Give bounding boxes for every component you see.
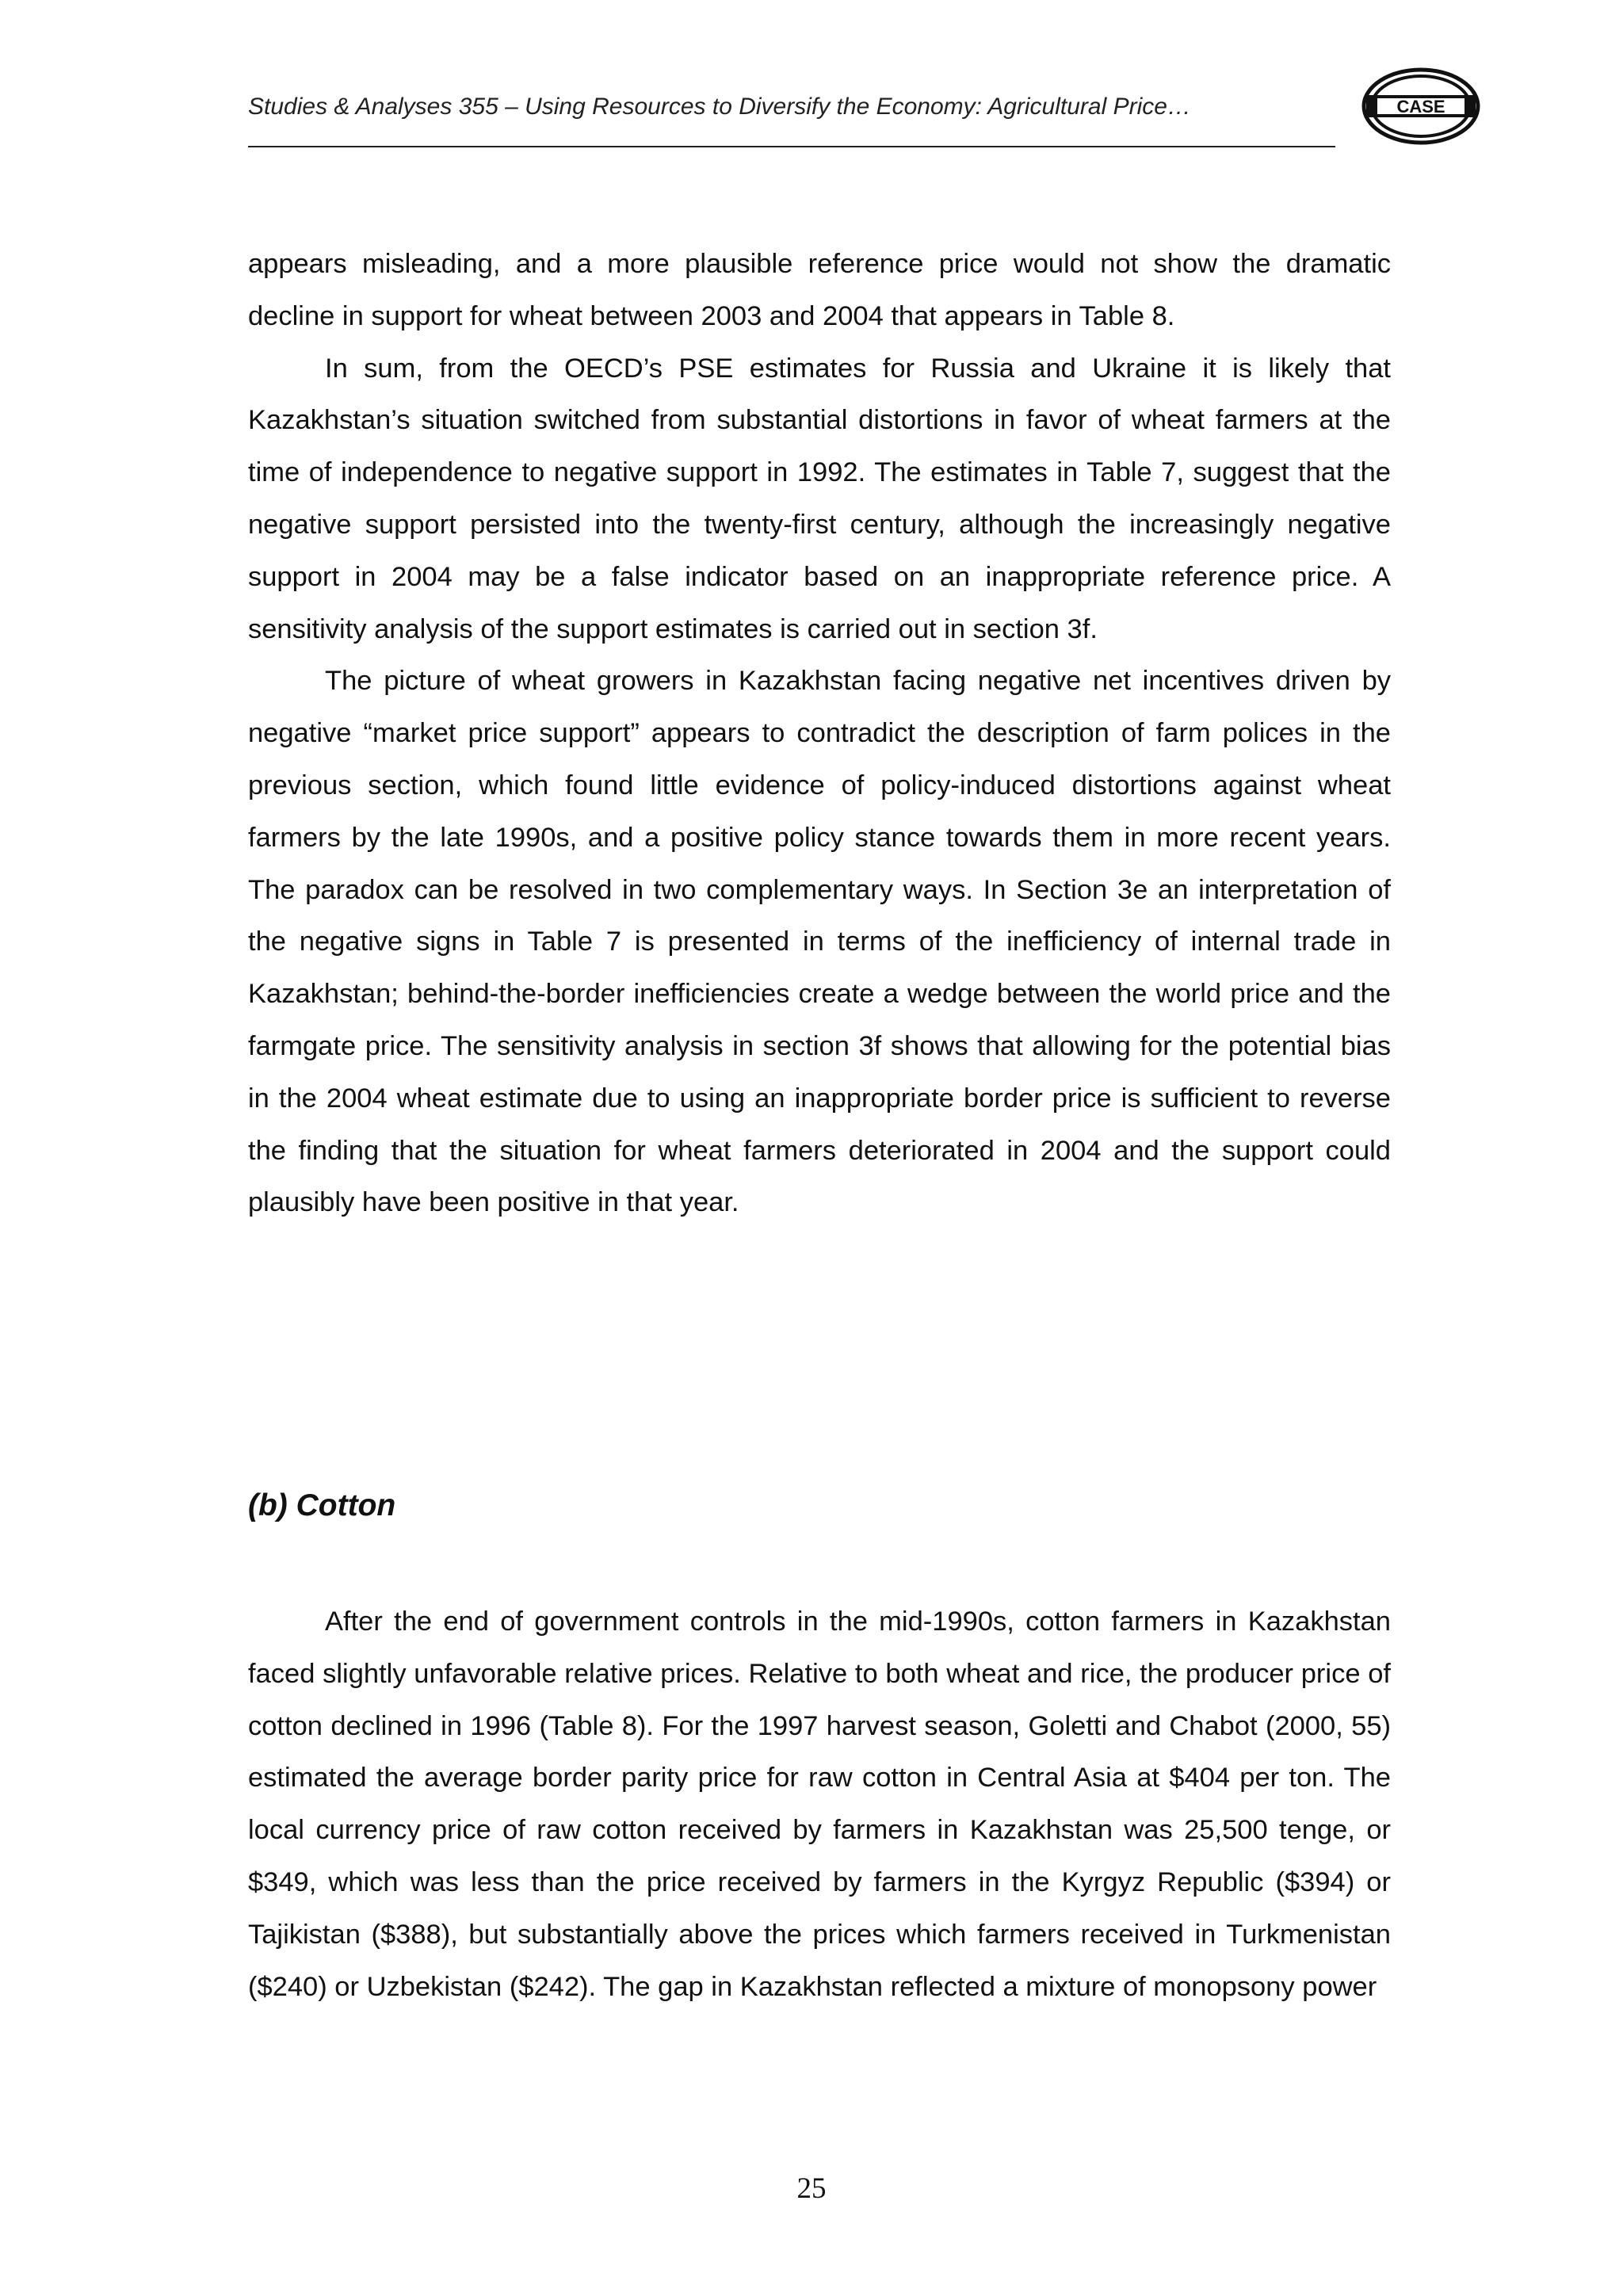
case-logo-icon: [1361, 67, 1480, 146]
paragraph-in-sum: In sum, from the OECD’s PSE estimates for Russia and Ukraine it is likely that Kazakhstan’s situation switched from substantial distortions in favor of wheat farmers at the time of independence to negative support in 1992. The estimates in Table 7, suggest that the negative support persisted into the twenty-first century, although the increasingly negative support in 2004 may be a false indicator based on an inappropriate reference price. A sensitivity analysis of the support estimates is carried out in section 3f.: [248, 353, 1391, 644]
logo-text: CASE: [1396, 97, 1445, 117]
page-number: 25: [796, 2172, 827, 2205]
paragraph-cotton: After the end of government controls in the mid-1990s, cotton farmers in Kazakhstan faced slightly unfavorable relative prices. Relative to both wheat and rice, the producer price of cotton declined in 1996 (Table 8). For the 1997 harvest season, Goletti and Chabot (2000, 55) estimated the average border parity price for raw cotton in Central Asia at $404 per ton. The local currency price of raw cotton received by farmers in Kazakhstan was 25,500 tenge, or $349, which was less than the price received by farmers in the Kyrgyz Republic ($394) or Tajikistan ($388), but substantially above the prices which farmers received in Turkmenistan ($240) or Uzbekistan ($242). The gap in Kazakhstan reflected a mixture of monopsony power: [248, 1606, 1391, 2002]
case-logo: [1361, 67, 1480, 146]
header-rule: [248, 146, 1335, 147]
body-text: [248, 239, 1391, 1229]
paragraph-wheat-growers: The picture of wheat growers in Kazakhstan facing negative net incentives driven by negative “market price support” appears to contradict the description of farm polices in the previous section, which found little evidence of policy-induced distortions against wheat farmers by the late 1990s, and a positive policy stance towards them in more recent years. The paradox can be resolved in two complementary ways. In Section 3e an interpretation of the negative signs in Table 7 is presented in terms of the inefficiency of internal trade in Kazakhstan; behind-the-border inefficiencies create a wedge between the world price and the farmgate price. The sensitivity analysis in section 3f shows that allowing for the potential bias in the 2004 wheat estimate due to using an inappropriate border price is sufficient to reverse the finding that the situation for wheat farmers deteriorated in 2004 and the support could plausibly have been positive in that year.: [248, 666, 1391, 1218]
paragraph-continuation: appears misleading, and a more plausible reference price would not show the dramatic decline in support for wheat between 2003 and 2004 that appears in Table 8.: [248, 249, 1391, 331]
section-heading-cotton: (b) Cotton: [248, 1488, 396, 1522]
running-header: Studies & Analyses 355 – Using Resources to Diversify the Economy: Agricultural Price…: [248, 94, 1191, 120]
cotton-section-text: [248, 1596, 1391, 2013]
